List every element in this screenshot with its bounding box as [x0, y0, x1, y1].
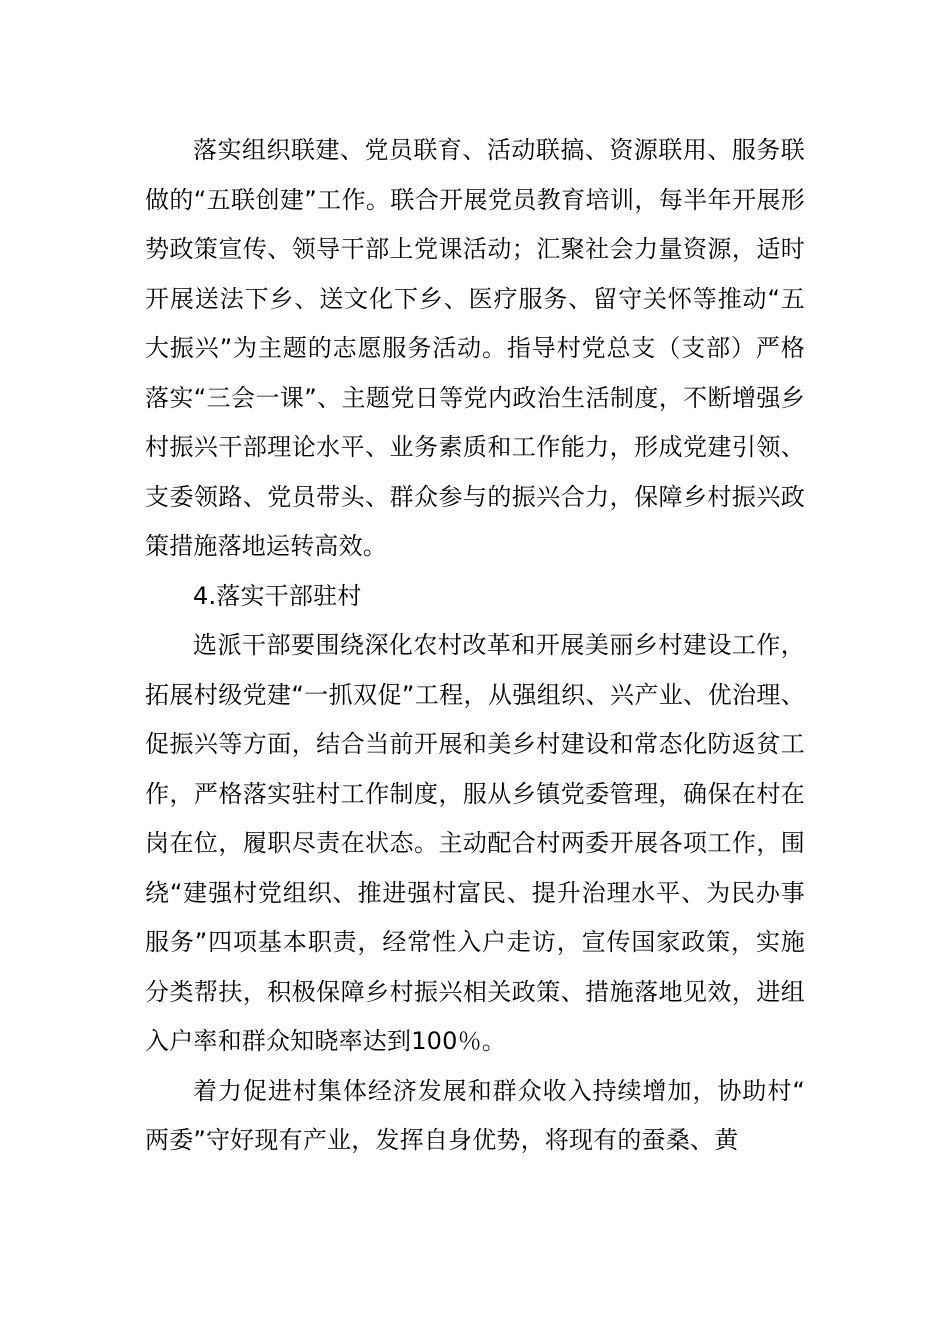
section-heading-cadres-stationed: 4.落实干部驻村 [193, 581, 362, 610]
document-body [145, 126, 805, 1166]
paragraph-five-links: 落实组织联建、党员联育、活动联搞、资源联用、服务联做的“五联创建”工作。联合开展党员教育培训，每半年开展形势政策宣传、领导干部上党课活动；汇聚社会力量资源，适时开展送法下乡、送文化下乡、医疗服务、留守关怀等推动“五大振兴”为主题的志愿服务活动。指导村党总支（支部）严格落实“三会一课”、主题党日等党内政治生活制度，不断增强乡村振兴干部理论水平、业务素质和工作能力，形成党建引领、支委领路、党员带头、群众参与的振兴合力，保障乡村振兴政策措施落地运转高效。 [145, 136, 805, 560]
paragraph-cadres-in-village: 选派干部要围绕深化农村改革和开展美丽乡村建设工作，拓展村级党建“一抓双促”工程，从强组织、兴产业、优治理、促振兴等方面，结合当前开展和美乡村建设和常态化防返贫工作，严格落实驻村工作制度，服从乡镇党委管理，确保在村在岗在位，履职尽责在状态。主动配合村两委开展各项工作，围绕“建强村党组织、推进强村富民、提升治理水平、为民办事服务”四项基本职责，经常性入户走访，宣传国家政策，实施分类帮扶，积极保障乡村振兴相关政策、措施落地见效，进组入户率和群众知晓率达到100％。 [145, 631, 805, 1055]
paragraph-collective-economy: 着力促进村集体经济发展和群众收入持续增加，协助村“两委”守好现有产业，发挥自身优势，将现有的蚕桑、黄 [145, 1076, 805, 1154]
